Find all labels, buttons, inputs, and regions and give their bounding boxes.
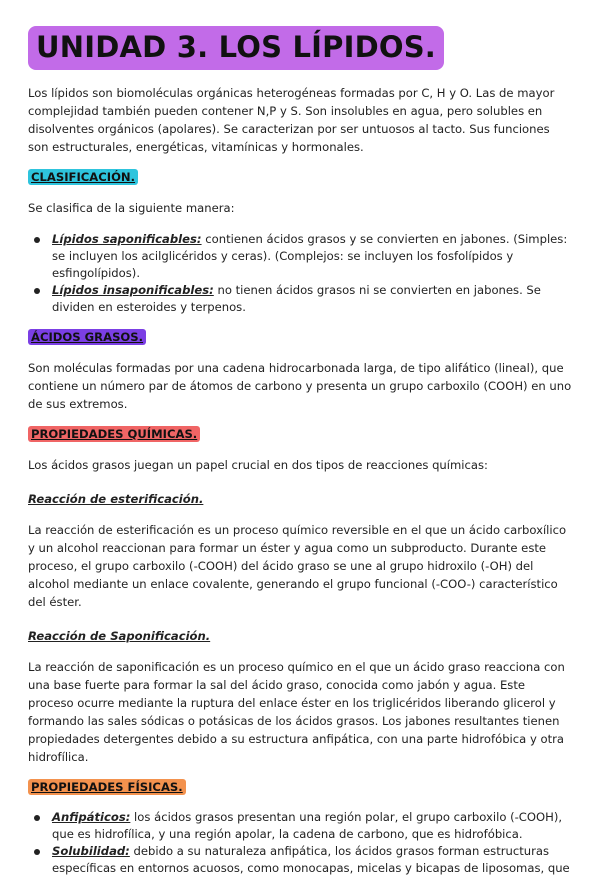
list-item <box>28 282 572 316</box>
list-item-text: los ácidos grasos presentan una región polar, el grupo carboxilo (-COOH), que es hidrofílica, y una región apolar, la cadena de carbono, que es hidrofóbica. <box>52 810 563 841</box>
heading-propiedades-fisicas: PROPIEDADES FÍSICAS. <box>28 779 186 795</box>
list-item <box>28 231 572 282</box>
list-item-text: no tienen ácidos grasos ni se convierten en jabones. Se dividen en esteroides y terpenos. <box>52 283 541 314</box>
page-title: UNIDAD 3. LOS LÍPIDOS. <box>28 26 444 70</box>
list-item-text: debido a su naturaleza anfipática, los ácidos grasos forman estructuras específicas en entornos acuosos, como monocapas, micelas y bicapas de liposomas, que <box>52 844 570 875</box>
list-item-term: Lípidos insaponificables: <box>52 283 214 297</box>
subheading-esterificacion: Reacción de esterificación. <box>28 492 204 506</box>
intro-paragraph: Los lípidos son biomoléculas orgánicas heterogéneas formadas por C, H y O. Las de mayor complejidad también pueden contener N,P y S. Son insolubles en agua, pero solubles en disolventes orgánicos (apolares). Se caracterizan por ser untuosos al tacto. Sus funciones son estructurales, energéticas, vitamínicas y hormonales. <box>28 86 555 154</box>
subheading-saponificacion: Reacción de Saponificación. <box>28 629 211 643</box>
saponificacion-paragraph: La reacción de saponificación es un proceso químico en el que un ácido graso reacciona con una base fuerte para formar la sal del ácido graso, conocida como jabón y agua. Este proceso ocurre mediante la ruptura del enlace éster en los triglicéridos liberando glicerol y formando las sales sódicas o potásicas de los ácidos grasos. Los jabones resultantes tienen propiedades detergentes debido a su estructura anfipática, con una parte hidrofóbica y otra hidrofílica. <box>28 660 565 764</box>
clasificacion-lead: Se clasifica de la siguiente manera: <box>28 201 235 215</box>
acidos-paragraph: Son moléculas formadas por una cadena hidrocarbonada larga, de tipo alifático (lineal), que contiene un número par de átomos de carbono y presenta un grupo carboxilo (COOH) en uno de sus extremos. <box>28 361 572 411</box>
bullet-icon <box>34 849 40 855</box>
list-item <box>28 843 572 877</box>
bullet-icon <box>34 815 40 821</box>
list-item-term: Anfipáticos: <box>52 810 131 824</box>
fisicas-list <box>28 809 572 877</box>
heading-clasificacion: CLASIFICACIÓN. <box>28 169 138 185</box>
bullet-icon <box>34 237 40 243</box>
quimicas-lead: Los ácidos grasos juegan un papel crucial en dos tipos de reacciones químicas: <box>28 458 488 472</box>
list-item-text: contienen ácidos grasos y se convierten en jabones. (Simples: se incluyen los acilglicéridos y ceras). (Complejos: se incluyen los fosfolípidos y esfingolípidos). <box>52 232 568 280</box>
list-item <box>28 809 572 843</box>
list-item-term: Solubilidad: <box>52 844 130 858</box>
clasificacion-list <box>28 231 572 316</box>
heading-propiedades-quimicas: PROPIEDADES QUÍMICAS. <box>28 426 200 442</box>
esterificacion-paragraph: La reacción de esterificación es un proceso químico reversible en el que un ácido carboxílico y un alcohol reaccionan para formar un éster y agua como un subproducto. Durante este proceso, el grupo carboxilo (-COOH) del ácido graso se une al grupo hidroxilo (-OH) del alcohol mediante un enlace covalente, generando el grupo funcional (-COO-) característico del éster. <box>28 523 567 609</box>
list-item-term: Lípidos saponificables: <box>52 232 202 246</box>
bullet-icon <box>34 288 40 294</box>
heading-acidos-grasos: ÁCIDOS GRASOS. <box>28 329 146 345</box>
